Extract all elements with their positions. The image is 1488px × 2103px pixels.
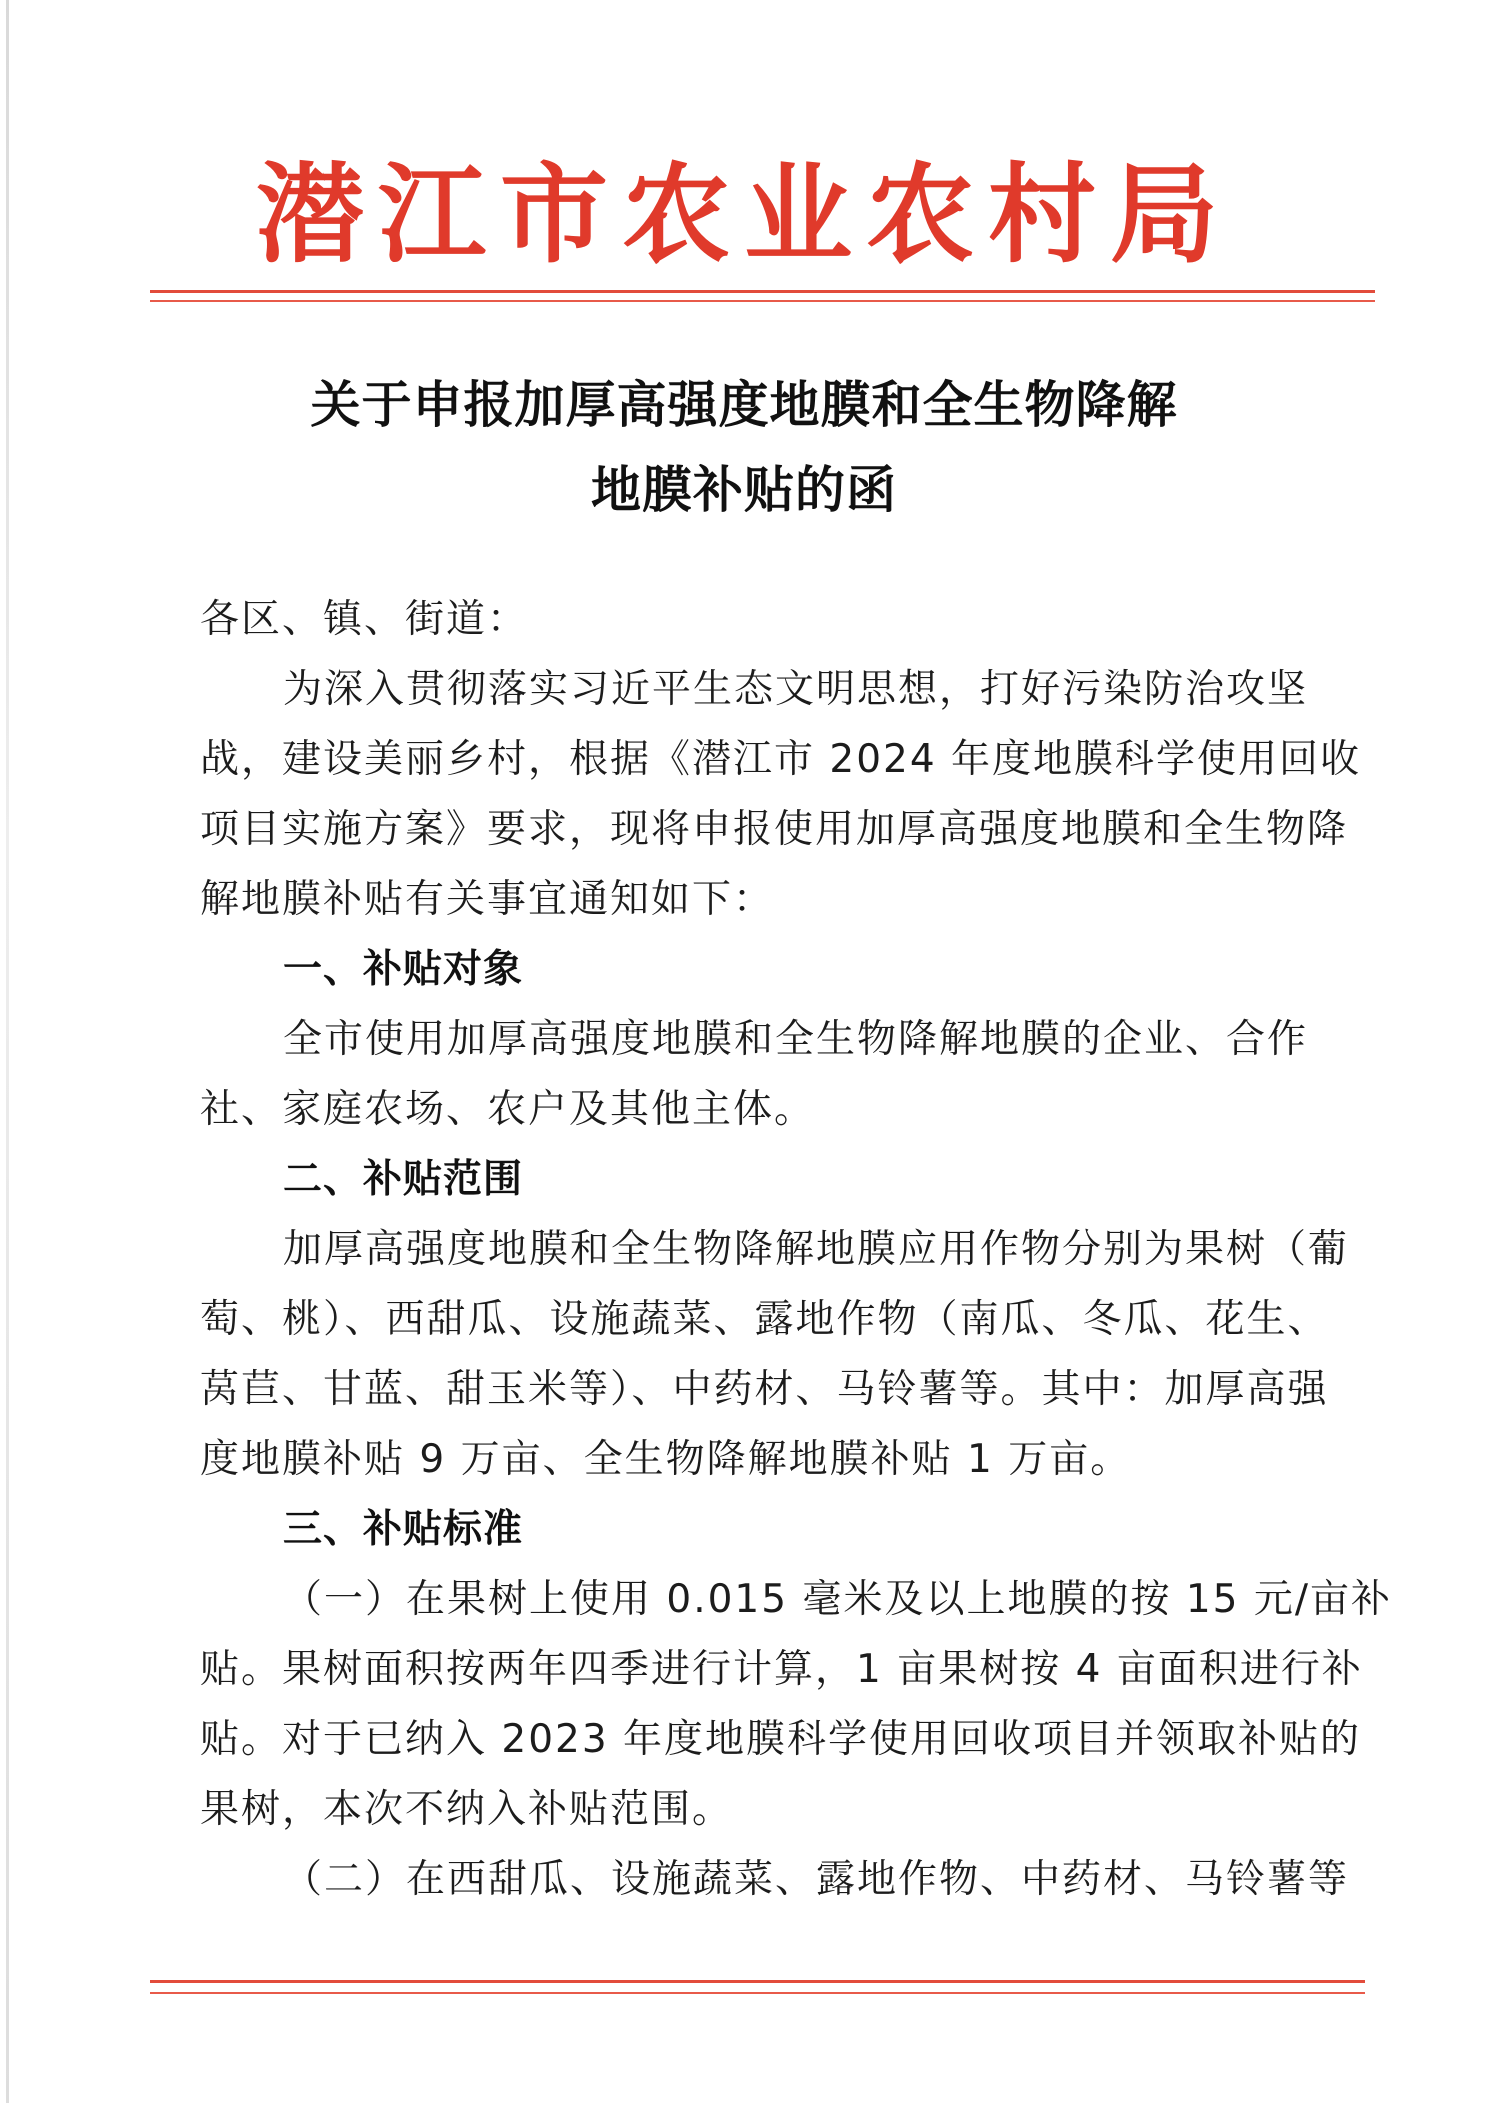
- section2-line-3: 莴苣、甘蓝、甜玉米等）、中药材、马铃薯等。其中：加厚高强: [200, 1367, 1329, 1412]
- section2-line-1: 加厚高强度地膜和全生物降解地膜应用作物分别为果树（葡: [283, 1227, 1350, 1272]
- document-title-line-2: 地膜补贴的函: [591, 460, 897, 519]
- footer-rule-top: [150, 1980, 1365, 1983]
- footer-rule-bottom: [150, 1992, 1365, 1994]
- letterhead-rule-top: [150, 290, 1375, 293]
- salutation: 各区、镇、街道：: [200, 597, 529, 642]
- section2-line-4: 度地膜补贴 9 万亩、全生物降解地膜补贴 1 万亩。: [200, 1437, 1132, 1482]
- letterhead-org-name: 潜江市农业农村局: [255, 152, 1232, 278]
- section3-item1-line-2: 贴。果树面积按两年四季进行计算，1 亩果树按 4 亩面积进行补: [200, 1647, 1363, 1692]
- section3-item1-line-1: （一）在果树上使用 0.015 毫米及以上地膜的按 15 元/亩补: [283, 1577, 1393, 1622]
- document-title-line-1: 关于申报加厚高强度地膜和全生物降解: [310, 375, 1178, 434]
- section-heading-subsidy-target: 一、补贴对象: [283, 947, 524, 992]
- section3-item1-line-3: 贴。对于已纳入 2023 年度地膜科学使用回收项目并领取补贴的: [200, 1717, 1362, 1762]
- letterhead-rule-bottom: [150, 300, 1375, 302]
- intro-line-2: 战，建设美丽乡村，根据《潜江市 2024 年度地膜科学使用回收: [200, 737, 1362, 782]
- section2-line-2: 萄、桃）、西甜瓜、设施蔬菜、露地作物（南瓜、冬瓜、花生、: [200, 1297, 1329, 1342]
- intro-line-1: 为深入贯彻落实习近平生态文明思想，打好污染防治攻坚: [283, 667, 1309, 712]
- intro-line-4: 解地膜补贴有关事宜通知如下：: [200, 877, 775, 922]
- section3-item1-line-4: 果树，本次不纳入补贴范围。: [200, 1787, 734, 1832]
- scan-edge: [6, 0, 9, 2103]
- section1-line-1: 全市使用加厚高强度地膜和全生物降解地膜的企业、合作: [283, 1017, 1309, 1062]
- section-heading-subsidy-scope: 二、补贴范围: [283, 1157, 524, 1202]
- section3-item2-line-1: （二）在西甜瓜、设施蔬菜、露地作物、中药材、马铃薯等: [283, 1857, 1350, 1902]
- intro-line-3: 项目实施方案》要求，现将申报使用加厚高强度地膜和全生物降: [200, 807, 1349, 852]
- section-heading-subsidy-standard: 三、补贴标准: [283, 1507, 524, 1552]
- section1-line-2: 社、家庭农场、农户及其他主体。: [200, 1087, 816, 1132]
